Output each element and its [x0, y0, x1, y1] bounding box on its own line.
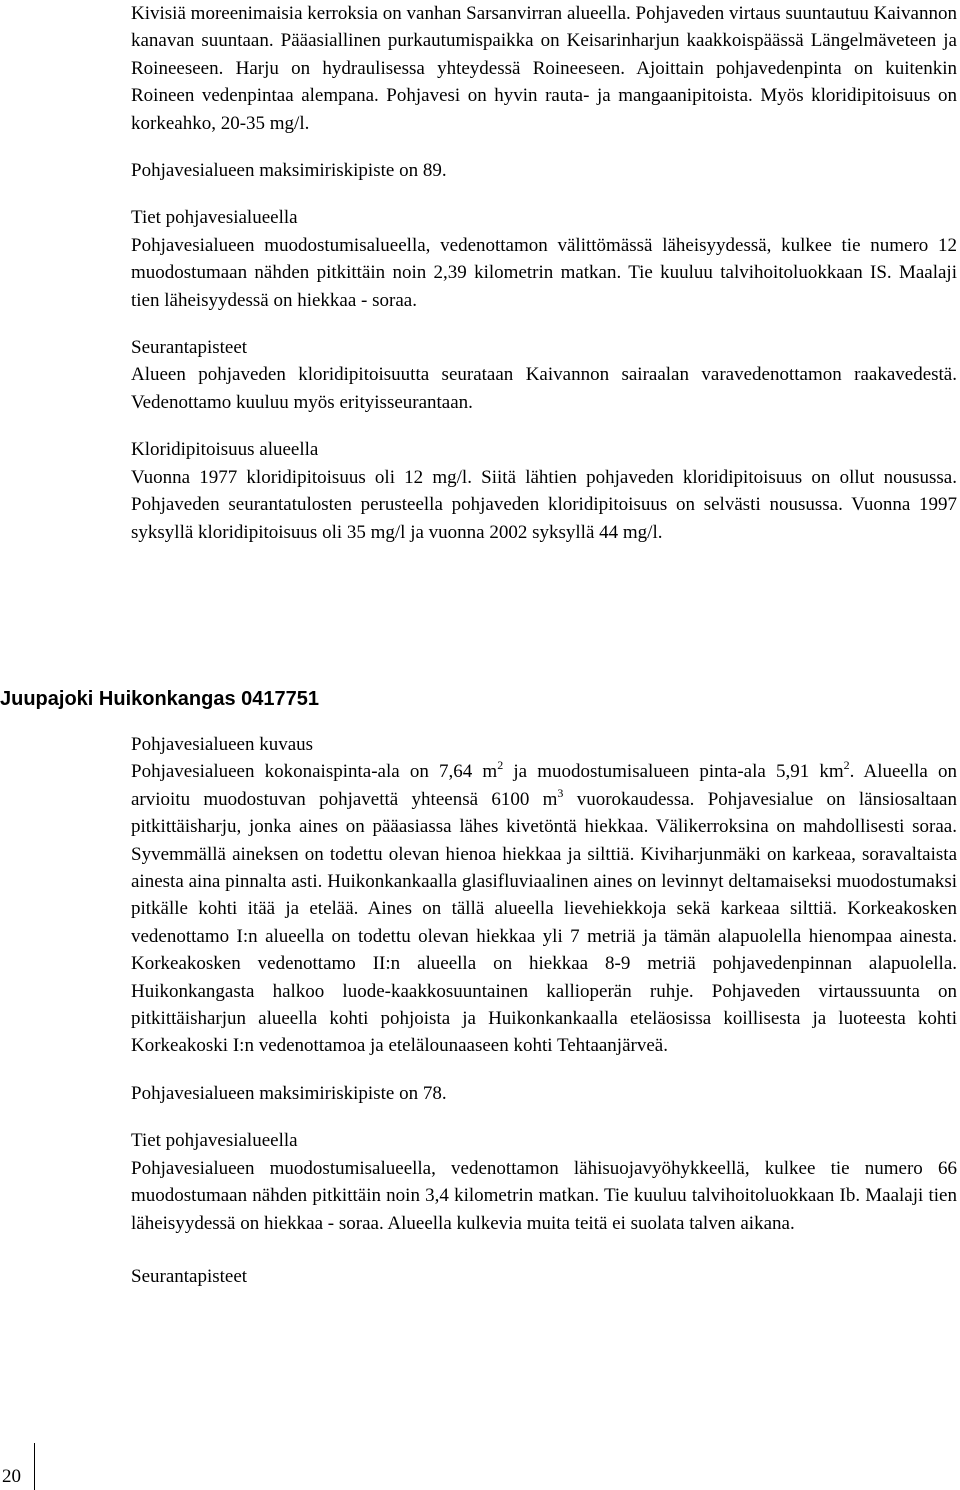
superscript-2: 2: [843, 758, 850, 773]
description-text-b: ja muodostumisalueen pinta-ala 5,91 km: [503, 761, 844, 783]
roads-heading: Tiet pohjavesialueella: [131, 207, 298, 229]
section-title: Juupajoki Huikonkangas 0417751: [0, 688, 320, 710]
description-text-d: vuorokaudessa. Pohjavesialue on länsiosaltaan pitkittäisharju, jonka aines on pääasiassa lähes kivetöntä hiekkaa. Välikerroksina on mahdollisesti soraa. Syvemmällä aineksen on todettu olevan hienoa hiekkaa ja silttiä. Kiviharjunmäki on karkeaa, soravaltaista ainesta aina pinnalta asti. Huikonkankaalla glasifluviaalinen aines on levinnyt deltamaiseksi muodostumaksi pitkälle kohti itää ja etelää. Aines on tällä alueella lievehiekkoja sekä karkeaa silttiä. Korkeakosken vedenottamo I:n alueella on todettu olevan hiekkaa yli 7 metriä ja tämän alapuolella hienompaa ainesta. Korkeakosken vedenottamo II:n alueella on hiekkaa 8-9 metriä pohjavedenpinnan alapuolella. Huikonkangasta halkoo luode-kaakkosuuntainen kallioperän ruhje. Pohjaveden virtaussuunta on pitkittäisharjun alueella kohti pohjoista ja Huikonkankaalla eteläosissa koillisesta ja luoteesta kohti Korkeakoski I:n vedenottamoa ja etelälounaaseen kohti Tehtaanjärveä.: [131, 788, 957, 1057]
page-content: [131, 0, 957, 546]
section-content: [131, 731, 957, 1290]
roads-heading: Tiet pohjavesialueella: [131, 1130, 298, 1152]
monitoring-heading: Seurantapisteet: [131, 337, 248, 359]
description-heading: Pohjavesialueen kuvaus: [131, 734, 314, 755]
paragraph-aquifer-flow: Kivisiä moreenimaisia kerroksia on vanhan Sarsanvirran alueella. Pohjaveden virtaus suuntautuu Kaivannon kanavan suuntaan. Pääasiallinen purkautumispaikka on Keisarinharjun kaakkoispäässä Längelmäveteen ja Roineeseen. Harju on hydraulisessa yhteydessä Roineeseen. Ajoittain pohjavedenpinta on kuitenkin Roineen vedenpintaa alempana. Pohjavesi on hyvin rauta- ja mangaanipitoista. Myös kloridipitoisuus on korkeahko, 20-35 mg/l.: [131, 3, 957, 134]
superscript-3: 3: [557, 785, 564, 800]
superscript-2: 2: [497, 758, 504, 773]
description-text-c: . Alueella on arvioitu muodostuvan pohjavettä yhteensä 6100 m: [131, 761, 958, 810]
page-number: 20: [2, 1466, 21, 1487]
description-paragraph: [131, 758, 957, 1059]
description-text-a: Pohjavesialueen kokonaispinta-ala on 7,64 m: [131, 761, 498, 783]
roads-paragraph: Pohjavesialueen muodostumisalueella, vedenottamon välittömässä läheisyydessä, kulkee tie numero 12 muodostumaan nähden pitkittäin noin 2,39 kilometrin matkan. Tie kuuluu talvihoitoluokkaan IS. Maalaji tien läheisyydessä on hiekkaa - soraa.: [131, 234, 957, 311]
roads-paragraph: Pohjavesialueen muodostumisalueella, vedenottamon lähisuojavyöhykkeellä, kulkee tie numero 66 muodostumaan nähden pitkittäin noin 3,4 kilometrin matkan. Tie kuuluu talvihoitoluokkaan Ib. Maalaji tien läheisyydessä on hiekkaa - soraa. Alueella kulkevia muita teitä ei suolata talven aikana.: [131, 1157, 957, 1234]
monitoring-heading: Seurantapisteet: [131, 1265, 248, 1287]
risk-point-text: Pohjavesialueen maksimiriskipiste on 89.: [131, 160, 447, 182]
risk-point-text: Pohjavesialueen maksimiriskipiste on 78.: [131, 1082, 447, 1104]
chloride-paragraph: Vuonna 1977 kloridipitoisuus oli 12 mg/l. Siitä lähtien pohjaveden kloridipitoisuus on ollut nousussa. Pohjaveden seurantatulosten perusteella pohjaveden kloridipitoisuus on selvästi nousussa. Vuonna 1997 syksyllä kloridipitoisuus oli 35 mg/l ja vuonna 2002 syksyllä 44 mg/l.: [131, 466, 957, 543]
monitoring-paragraph: Alueen pohjaveden kloridipitoisuutta seurataan Kaivannon sairaalan varavedenottamon raakavedestä. Vedenottamo kuuluu myös erityisseurantaan.: [131, 364, 957, 413]
page-frame-line: [34, 1443, 35, 1490]
chloride-heading: Kloridipitoisuus alueella: [131, 439, 319, 461]
